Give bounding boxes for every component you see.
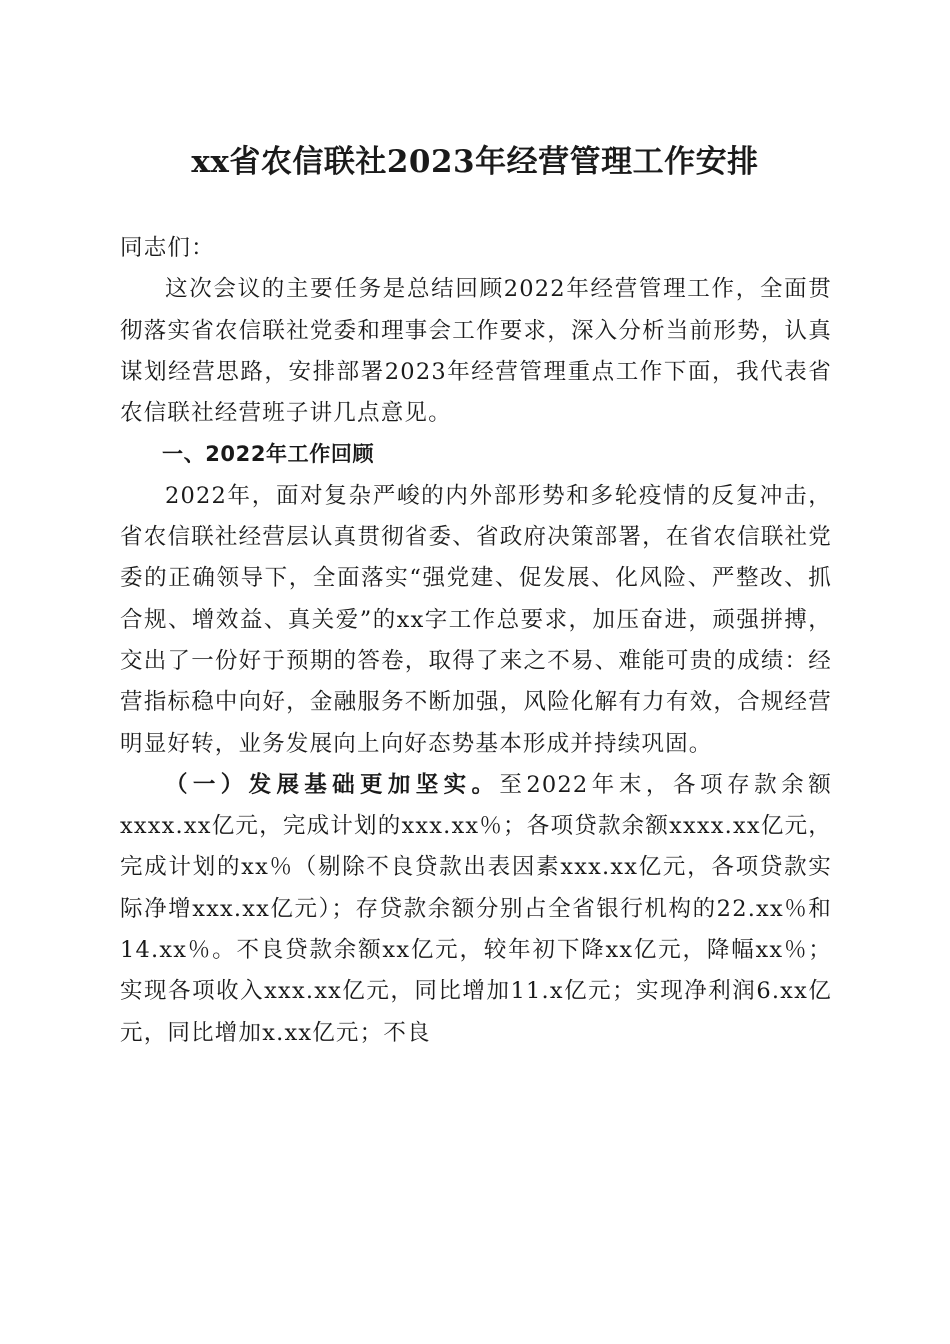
section-heading-review: 一、2022年工作回顾 xyxy=(162,442,375,467)
subsection-paragraph xyxy=(120,765,832,1054)
review-paragraph: 2022年，面对复杂严峻的内外部形势和多轮疫情的反复冲击，省农信联社经营层认真贯彻省委、省政府决策部署，在省农信联社党委的正确领导下，全面落实“强党建、促发展、化风险、严整改、抓合规、增效益、真关爱”的xx字工作总要求，加压奋进，顽强拼搏，交出了一份好于预期的答卷，取得了来之不易、难能可贵的成绩：经营指标稳中向好，金融服务不断加强，风险化解有力有效，合规经营明显好转，业务发展向上向好态势基本形成并持续巩固。 xyxy=(120,482,832,757)
document-body xyxy=(120,228,832,1054)
subsection-text: 至2022年末，各项存款余额xxxx.xx亿元，完成计划的xxx.xx％；各项贷款余额xxxx.xx亿元，完成计划的xx％（剔除不良贷款出表因素xxx.xx亿元，各项贷款实际净增xxx.xx亿元）；存贷款余额分别占全省银行机构的22.xx％和14.xx％。不良贷款余额xx亿元，较年初下降xx亿元，降幅xx％；实现各项收入xxx.xx亿元，同比增加11.x亿元；实现净利润6.xx亿元，同比增加x.xx亿元；不良 xyxy=(120,771,832,1046)
subsection-heading: （一）发展基础更加坚实。 xyxy=(165,771,500,798)
document-title: xx省农信联社2023年经营管理工作安排 xyxy=(191,144,759,180)
salutation: 同志们： xyxy=(120,235,215,261)
intro-paragraph: 这次会议的主要任务是总结回顾2022年经营管理工作，全面贯彻落实省农信联社党委和理事会工作要求，深入分析当前形势，认真谋划经营思路，安排部署2023年经营管理重点工作下面，我代表省农信联社经营班子讲几点意见。 xyxy=(120,276,832,427)
